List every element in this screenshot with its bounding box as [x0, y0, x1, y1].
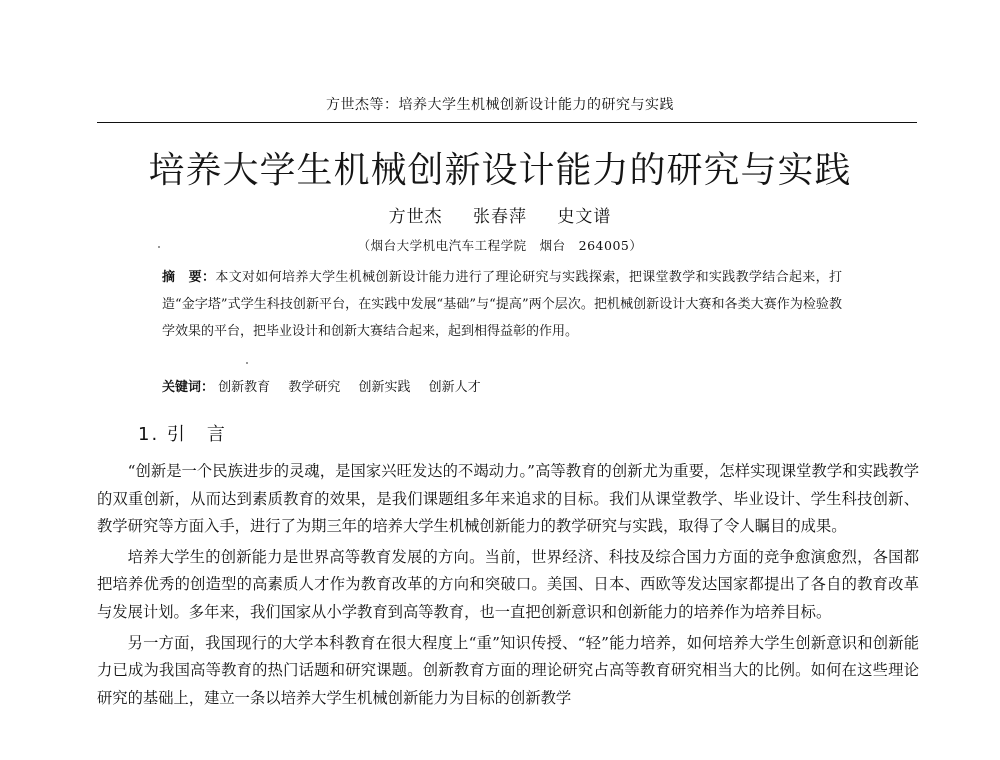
paragraph: 培养大学生的创新能力是世界高等教育发展的方向。当前，世界经济、科技及综合国力方面的竞争愈演愈烈，各国都把培养优秀的创造型的高素质人才作为教育改革的方向和突破口。美国、日本、西欧等发达国家都提出了各自的教育改革与发展计划。多年来，我们国家从小学教育到高等教育，也一直把创新意识和创新能力的培养作为培养目标。	[97, 547, 919, 621]
abstract	[162, 264, 842, 345]
section-number: 1.	[138, 424, 160, 445]
abstract-label: 摘 要：	[162, 270, 216, 285]
section-heading	[138, 420, 227, 446]
scan-speck	[246, 362, 248, 364]
author-name: 张春萍	[473, 207, 527, 227]
keyword: 创新教育	[218, 380, 271, 395]
keywords-label: 关键词：	[162, 380, 215, 395]
keyword: 创新实践	[358, 380, 411, 395]
abstract-text: 本文对如何培养大学生机械创新设计能力进行了理论研究与实践探索，把课堂教学和实践教学结合起来，打造“金字塔”式学生科技创新平台，在实践中发展“基础”与“提高”两个层次。把机械创新设计大赛和各类大赛作为检验教学效果的平台，把毕业设计和创新大赛结合起来，起到相得益彰的作用。	[162, 270, 842, 339]
section-title: 引 言	[166, 424, 227, 445]
running-head: 方世杰等：培养大学生机械创新设计能力的研究与实践	[326, 97, 674, 113]
scan-speck	[158, 246, 160, 248]
paragraph: 另一方面，我国现行的大学本科教育在很大程度上“重”知识传授、“轻”能力培养，如何培养大学生创新意识和创新能力已成为我国高等教育的热门话题和研究课题。创新教育方面的理论研究占高等教育研究相当大的比例。如何在这些理论研究的基础上，建立一条以培养大学生机械创新能力为目标的创新教学	[97, 633, 919, 707]
keyword: 创新人才	[428, 380, 481, 395]
author-name: 史文谱	[557, 207, 612, 227]
affiliation: （烟台大学机电汽车工程学院 烟台 264005）	[357, 238, 643, 253]
header-rule	[97, 122, 917, 123]
keyword: 教学研究	[288, 380, 341, 395]
author-list	[0, 202, 1000, 227]
paragraph: “创新是一个民族进步的灵魂，是国家兴旺发达的不竭动力。”高等教育的创新尤为重要，怎样实现课堂教学和实践教学的双重创新，从而达到素质教育的效果，是我们课题组多年来追求的目标。我们从课堂教学、毕业设计、学生科技创新、教学研究等方面入手，进行了为期三年的培养大学生机械创新能力的教学研究与实践，取得了令人瞩目的成果。	[97, 462, 919, 536]
body-text	[97, 458, 919, 715]
author-name: 方世杰	[388, 207, 443, 227]
paper-title: 培养大学生机械创新设计能力的研究与实践	[148, 150, 852, 191]
keywords	[162, 376, 842, 395]
